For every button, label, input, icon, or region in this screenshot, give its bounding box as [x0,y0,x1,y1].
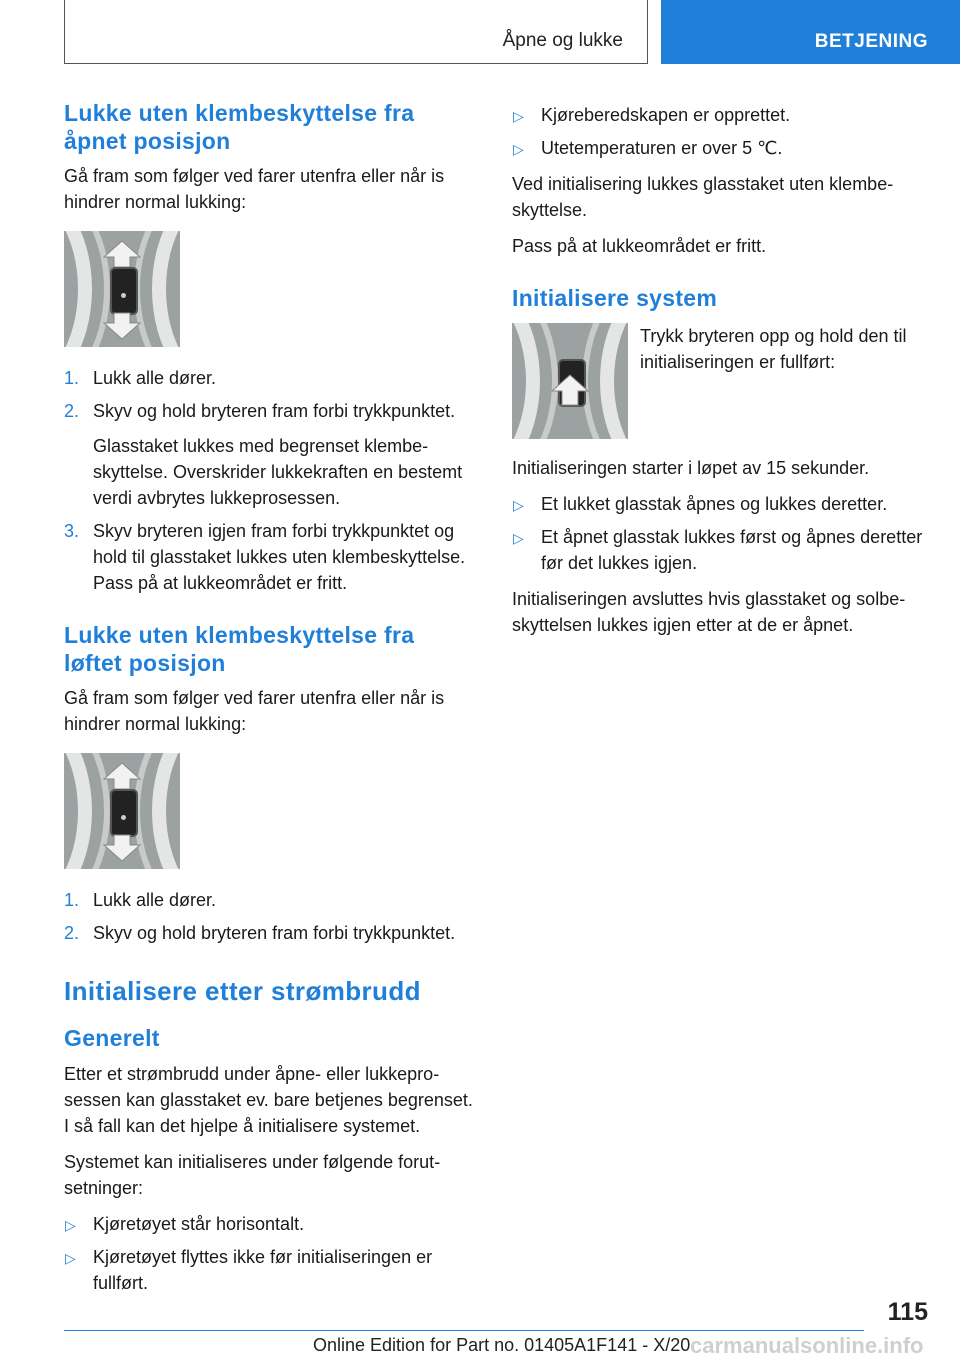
bullet-list [64,1211,482,1296]
paragraph: Etter et strømbrudd under åpne- eller lukkeprosessen kan glasstaket ev. bare betjenes begrenset. I så fall kan det hjelpe å initialisere systemet. [64,1063,473,1136]
header-chapter-box [661,0,960,64]
bullet-list [512,491,930,576]
step-list [64,887,482,946]
paragraph: Systemet kan initialiseres under følgende forutsetninger: [64,1151,441,1198]
triangle-right-icon: ▷ [513,108,524,124]
roof-switch-up-illustration [512,323,628,439]
list-item: ▷ Et åpnet glasstak lukkes først og åpnes deretter før det lukkes igjen. [513,526,923,573]
left-column [64,100,482,1306]
roof-switch-push-illustration [64,231,180,347]
switch-icon [110,267,138,315]
paragraph: Initialiseringen avsluttes hvis glasstaket og solbeskyttelsen lukkes igjen etter at de er åpnet. [512,588,906,635]
page-number: 115 [887,1298,928,1326]
list-item: ▷ Kjøretøyet flyttes ikke før initialiseringen er fullført. [65,1246,433,1293]
list-item: ▷ Kjøreberedskapen er opprettet. [512,102,930,128]
step-continuation: Glasstaket lukkes med begrenset klembeskyttelse. Overskrider lukkekraften en bestemt verdi avbrytes lukkeprosessen. [93,436,463,509]
step-list [64,518,482,596]
bullet-list [512,102,930,161]
step-list [64,365,482,424]
roof-switch-push-illustration [64,753,180,869]
arrow-up-icon [102,761,142,791]
list-item: ▷ Utetemperaturen er over 5 ℃. [512,135,930,161]
triangle-right-icon: ▷ [65,1216,76,1233]
list-item: 2. Skyv og hold bryteren fram forbi trykkpunktet. [64,923,456,944]
arrow-down-icon [102,833,142,863]
arrow-down-icon [102,311,142,341]
header-chapter-title: BETJENING [814,31,928,52]
watermark: carmanualsonline.info [690,1333,924,1358]
triangle-right-icon: ▷ [513,496,524,513]
list-item: ▷ Kjøretøyet står horisontalt. [64,1211,482,1237]
header-section-title: Åpne og lukke [502,30,623,51]
list-item: 1. Lukk alle dører. [64,890,217,911]
arrow-up-icon [550,373,590,407]
paragraph: Initialiseringen starter i løpet av 15 sekunder. [512,457,870,478]
section-title-init-system: Initialisere system [512,285,718,311]
paragraph: Ved initialisering lukkes glasstaket uten klembeskyttelse. [512,174,894,220]
triangle-right-icon: ▷ [513,529,524,546]
paragraph: Pass på at lukkeområdet er fritt. [512,236,767,256]
paragraph: Trykk bryteren opp og hold den til initialiseringen er fullført: [640,325,907,372]
intro-text: Gå fram som følger ved farer utenfra eller når is hindrer normal lukking: [64,166,445,213]
list-item: 3. Skyv bryteren igjen fram forbi trykkpunktet og hold til glasstaket lukkes uten klembeskyttelse. Pass på at lukkeområdet er fritt. [64,521,466,594]
section-title-closing-raised: Lukke uten klembeskyttelse fra løftet posisjon [64,622,415,676]
right-column [512,102,930,648]
init-instruction [512,323,930,447]
list-item: 2. Skyv og hold bryteren fram forbi trykkpunktet. [64,401,456,422]
footer-rule [64,1330,864,1331]
list-item: ▷ Et lukket glasstak åpnes og lukkes deretter. [512,491,930,517]
triangle-right-icon: ▷ [65,1249,76,1266]
switch-icon [110,789,138,837]
header-section-box [64,0,648,64]
section-title-closing-open: Lukke uten klembeskyttelse fra åpnet posisjon [64,100,415,154]
list-item: 1. Lukk alle dører. [64,368,217,389]
chapter-heading: Initialisere etter strømbrudd [64,976,421,1007]
triangle-right-icon: ▷ [513,141,524,157]
subsection-title-general: Generelt [64,1025,160,1052]
footer-edition: Online Edition for Part no. 01405A1F141 - X/20 [313,1335,691,1355]
intro-text: Gå fram som følger ved farer utenfra eller når is hindrer normal lukking: [64,688,445,735]
arrow-up-icon [102,239,142,269]
